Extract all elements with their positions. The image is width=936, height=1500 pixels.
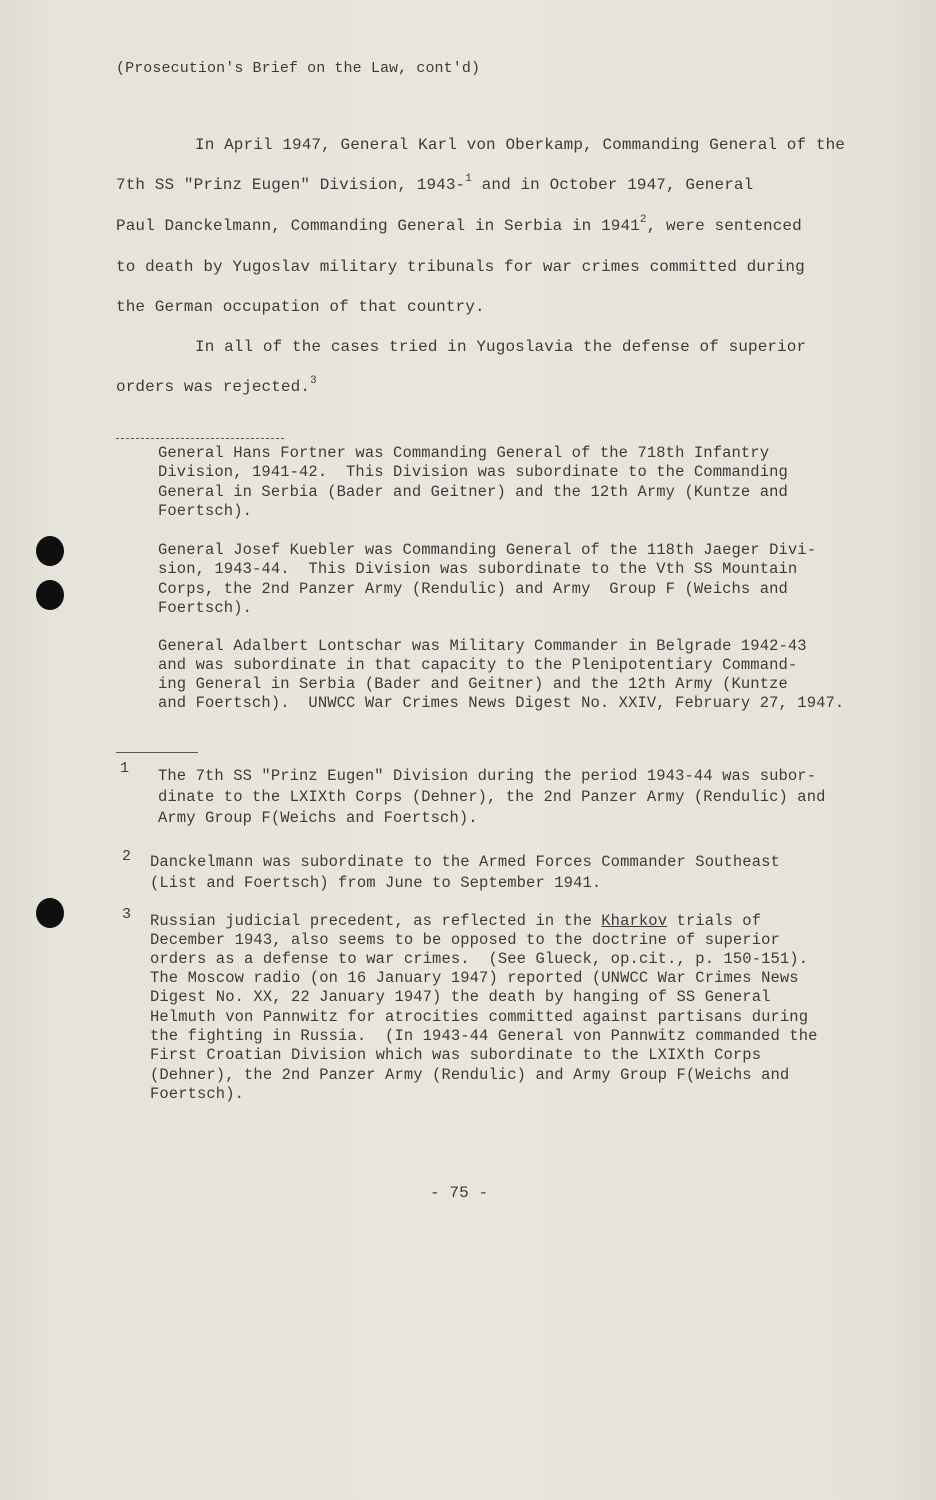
footnote-line: (Dehner), the 2nd Panzer Army (Rendulic) and Army Group F(Weichs and <box>150 1066 790 1084</box>
body-line <box>116 173 754 194</box>
footnote-line: Digest No. XX, 22 January 1947) the death by hanging of SS General <box>150 988 771 1006</box>
running-header: (Prosecution's Brief on the Law, cont'd) <box>116 60 481 77</box>
note-line: General Josef Kuebler was Commanding General of the 118th Jaeger Divi- <box>158 541 817 559</box>
body-text: Paul Danckelmann, Commanding General in Serbia in 1941 <box>116 217 640 235</box>
note-line: Foertsch). <box>158 502 253 520</box>
footnote-line: First Croatian Division which was subordinate to the LXIXth Corps <box>150 1046 762 1064</box>
footnote-number: 1 <box>120 760 130 777</box>
punch-hole <box>36 536 64 566</box>
body-text: and in October 1947, General <box>471 176 754 194</box>
note-line: General Hans Fortner was Commanding General of the 718th Infantry <box>158 444 770 462</box>
footnote-line: dinate to the LXIXth Corps (Dehner), the 2nd Panzer Army (Rendulic) and <box>158 788 826 806</box>
punch-hole <box>36 580 64 610</box>
footnote-line: December 1943, also seems to be opposed to the doctrine of superior <box>150 931 780 949</box>
footnote-line: Army Group F(Weichs and Foertsch). <box>158 809 478 827</box>
footnote-ref: 3 <box>310 375 317 387</box>
note-line: Foertsch). <box>158 599 253 617</box>
footnote-line: the fighting in Russia. (In 1943-44 General von Pannwitz commanded the <box>150 1027 818 1045</box>
note-line: ing General in Serbia (Bader and Geitner) and the 12th Army (Kuntze <box>158 675 788 693</box>
body-text: orders was rejected. <box>116 378 311 396</box>
body-line: the German occupation of that country. <box>116 298 485 316</box>
footnote-line: The 7th SS "Prinz Eugen" Division during the period 1943-44 was subor- <box>158 767 817 785</box>
body-line: In April 1947, General Karl von Oberkamp, Commanding General of the <box>195 136 846 154</box>
footnote-line: The Moscow radio (on 16 January 1947) reported (UNWCC War Crimes News <box>150 969 799 987</box>
punch-hole <box>36 898 64 928</box>
body-text: , were sentenced <box>646 217 802 235</box>
note-line: and was subordinate in that capacity to the Plenipotentiary Command- <box>158 656 798 674</box>
footnote-text: Russian judicial precedent, as reflected in the <box>150 912 602 930</box>
body-text: 7th SS "Prinz Eugen" Division, 1943- <box>116 176 466 194</box>
body-line: to death by Yugoslav military tribunals for war crimes committed during <box>116 258 805 276</box>
notes-separator <box>116 438 284 439</box>
footnote-line: Danckelmann was subordinate to the Armed Forces Commander Southeast <box>150 853 780 871</box>
footnote-ref: 2 <box>639 214 647 226</box>
note-line: General Adalbert Lontschar was Military Commander in Belgrade 1942-43 <box>158 637 807 655</box>
footnote-line: Helmuth von Pannwitz for atrocities committed against partisans during <box>150 1008 809 1026</box>
footnote-line: Foertsch). <box>150 1085 245 1103</box>
note-line: sion, 1943-44. This Division was subordinate to the Vth SS Mountain <box>158 560 798 578</box>
note-line: and Foertsch). UNWCC War Crimes News Digest No. XXIV, February 27, 1947. <box>158 694 845 712</box>
footnote-number: 2 <box>122 848 132 865</box>
footnote-text-underlined: Kharkov <box>601 912 668 930</box>
page-number: - 75 - <box>430 1184 489 1202</box>
footnote-line: orders as a defense to war crimes. (See Glueck, op.cit., p. 150-151). <box>150 950 809 968</box>
footnote-line: (List and Foertsch) from June to September 1941. <box>150 874 602 892</box>
note-line: Division, 1941-42. This Division was subordinate to the Commanding <box>158 463 788 481</box>
body-line <box>116 375 317 396</box>
footnote-ref: 1 <box>465 173 472 185</box>
footnote-text: trials of <box>667 912 762 930</box>
footnote-line <box>150 912 761 931</box>
note-line: General in Serbia (Bader and Geitner) and the 12th Army (Kuntze and <box>158 483 788 501</box>
body-line <box>116 214 802 235</box>
footnote-separator <box>116 752 198 753</box>
note-line: Corps, the 2nd Panzer Army (Rendulic) and Army Group F (Weichs and <box>158 580 788 598</box>
footnote-number: 3 <box>122 906 132 923</box>
body-line: In all of the cases tried in Yugoslavia the defense of superior <box>195 338 807 356</box>
